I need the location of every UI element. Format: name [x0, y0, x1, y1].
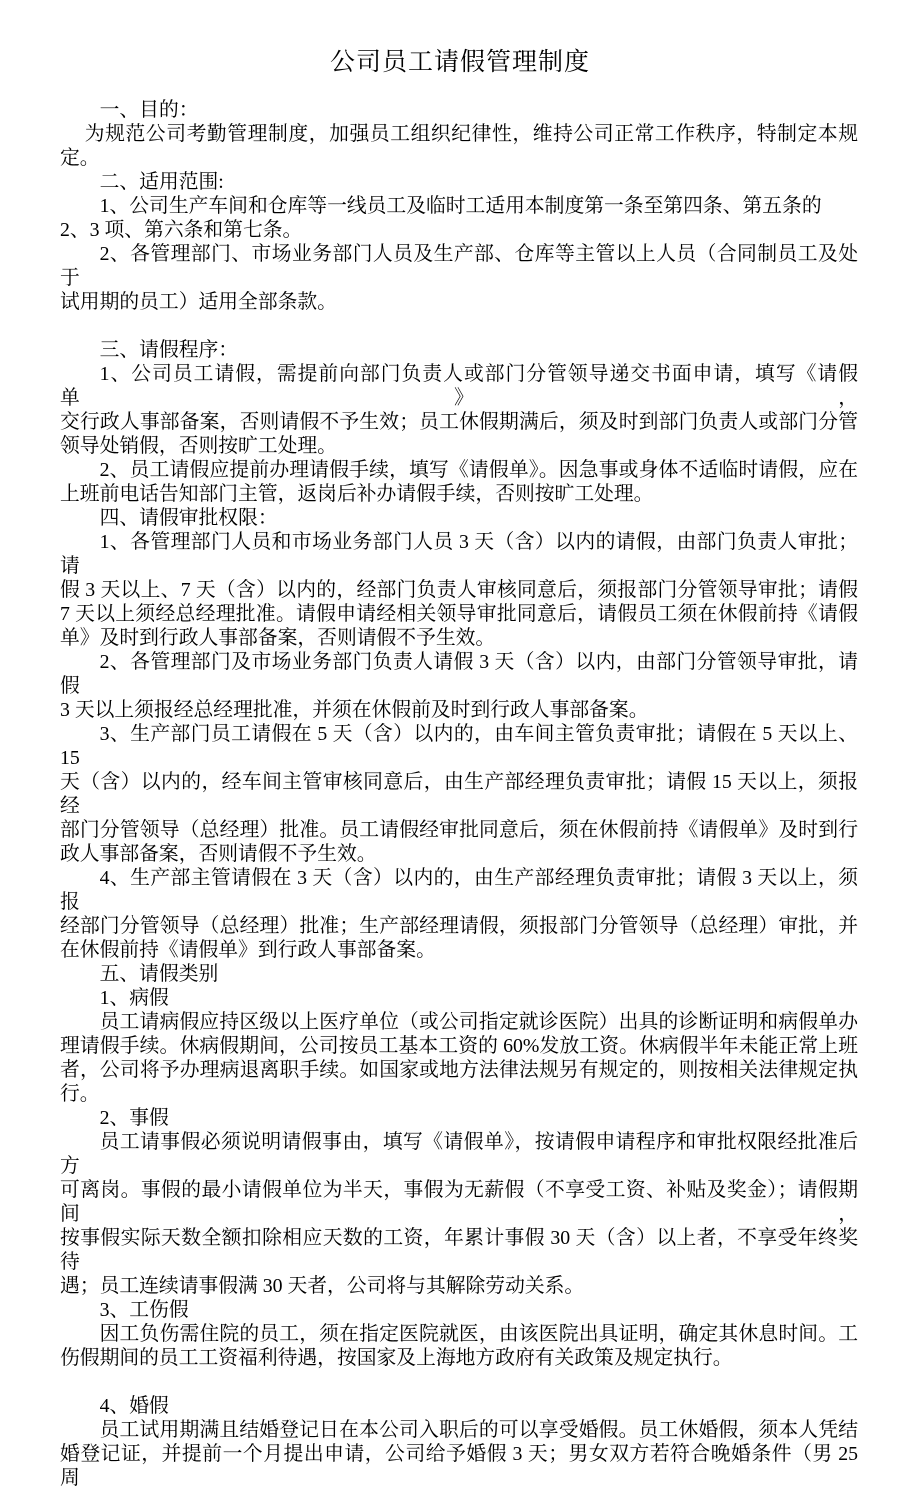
document-line: 2、各管理部门及市场业务部门负责人请假 3 天（含）以内，由部门分管领导审批，请假 [60, 651, 858, 697]
blank-line [60, 1370, 858, 1394]
document-line: 为规范公司考勤管理制度，加强员工组织纪律性，维持公司正常工作秩序，特制定本规 [84, 123, 858, 145]
document-line: 四、请假审批权限： [99, 507, 278, 529]
document-line: 可离岗。事假的最小请假单位为半天，事假为无薪假（不享受工资、补贴及奖金）；请假期间， [60, 1179, 858, 1225]
document-line: 3 天以上须报经总经理批准，并须在休假前及时到行政人事部备案。 [60, 699, 649, 721]
document-line: 部门分管领导（总经理）批准。员工请假经审批同意后，须在休假前持《请假单》及时到行 [60, 819, 858, 841]
document-line: 行。 [60, 1083, 100, 1105]
document-line: 二、适用范围: [99, 171, 224, 193]
document-line: 员工请事假必须说明请假事由，填写《请假单》，按请假申请程序和审批权限经批准后方 [60, 1131, 858, 1177]
document-line: 试用期的员工）适用全部条款。 [60, 291, 337, 313]
document-line: 理请假手续。休病假期间，公司按员工基本工资的 60%发放工资。休病假半年未能正常上班 [60, 1035, 858, 1057]
document-line: 3、工伤假 [99, 1299, 189, 1321]
document-line: 经部门分管领导（总经理）批准；生产部经理请假，须报部门分管领导（总经理）审批，并 [60, 915, 858, 937]
document-body [60, 98, 863, 1490]
document-line: 2、各管理部门、市场业务部门人员及生产部、仓库等主管以上人员（合同制员工及处于 [60, 243, 858, 289]
document-line: 2、员工请假应提前办理请假手续，填写《请假单》。因急事或身体不适临时请假，应在 [99, 459, 858, 481]
document-line: 员工试用期满且结婚登记日在本公司入职后的可以享受婚假。员工休婚假，须本人凭结 [99, 1419, 858, 1441]
document-line: 定。 [60, 147, 100, 169]
document-line: 政人事部备案，否则请假不予生效。 [60, 843, 377, 865]
document-line: 1、病假 [99, 987, 169, 1009]
document-line: 交行政人事部备案，否则请假不予生效；员工休假期满后，须及时到部门负责人或部门分管 [60, 411, 858, 433]
document-line: 3、生产部门员工请假在 5 天（含）以内的，由车间主管负责审批；请假在 5 天以上、15 [60, 723, 858, 769]
document-line: 2、事假 [99, 1107, 169, 1129]
document-line: 三、请假程序： [99, 339, 239, 361]
document-line: 假 3 天以上、7 天（含）以内的，经部门负责人审核同意后，须报部门分管领导审批；请假 [60, 579, 858, 601]
document-line: 婚登记证，并提前一个月提出申请，公司给予婚假 3 天；男女双方若符合晚婚条件（男 25 周 [60, 1443, 863, 1489]
document-line: 员工请病假应持区级以上医疗单位（或公司指定就诊医院）出具的诊断证明和病假单办 [99, 1011, 858, 1033]
document-line: 2、3 项、第六条和第七条。 [60, 219, 303, 241]
document-line: 1、公司生产车间和仓库等一线员工及临时工适用本制度第一条至第四条、第五条的 [99, 195, 822, 217]
document-line: 上班前电话告知部门主管，返岗后补办请假手续，否则按旷工处理。 [60, 483, 654, 505]
blank-line [60, 314, 858, 338]
document-line: 按事假实际天数全额扣除相应天数的工资，年累计事假 30 天（含）以上者，不享受年终奖待 [60, 1227, 858, 1273]
document-line: 7 天以上须经总经理批准。请假申请经相关领导审批同意后，请假员工须在休假前持《请假 [60, 603, 858, 625]
document-line: 单》及时到行政人事部备案，否则请假不予生效。 [60, 627, 496, 649]
document-line: 一、目的： [99, 99, 199, 121]
document-line: 4、生产部主管请假在 3 天（含）以内的，由生产部经理负责审批；请假 3 天以上，须报 [60, 867, 858, 913]
document-line: 1、各管理部门人员和市场业务部门人员 3 天（含）以内的请假，由部门负责人审批；请 [60, 531, 858, 577]
document-line: 天（含）以内的，经车间主管审核同意后，由生产部经理负责审批；请假 15 天以上，须报经 [60, 771, 858, 817]
document-line: 五、请假类别 [99, 963, 219, 985]
document-line: 者，公司将予办理病退离职手续。如国家或地方法律法规另有规定的，则按相关法律规定执 [60, 1059, 858, 1081]
document-line: 4、婚假 [99, 1395, 169, 1417]
document-line: 伤假期间的员工工资福利待遇，按国家及上海地方政府有关政策及规定执行。 [60, 1347, 733, 1369]
document-line: 遇；员工连续请事假满 30 天者，公司将与其解除劳动关系。 [60, 1275, 585, 1297]
document-line: 在休假前持《请假单》到行政人事部备案。 [60, 939, 436, 961]
document-title: 公司员工请假管理制度 [329, 49, 590, 76]
document-line: 领导处销假，否则按旷工处理。 [60, 435, 337, 457]
document-line: 因工负伤需住院的员工，须在指定医院就医，由该医院出具证明，确定其休息时间。工 [99, 1323, 858, 1345]
document-line: 1、公司员工请假，需提前向部门负责人或部门分管领导递交书面申请，填写《请假单》， [60, 363, 858, 409]
